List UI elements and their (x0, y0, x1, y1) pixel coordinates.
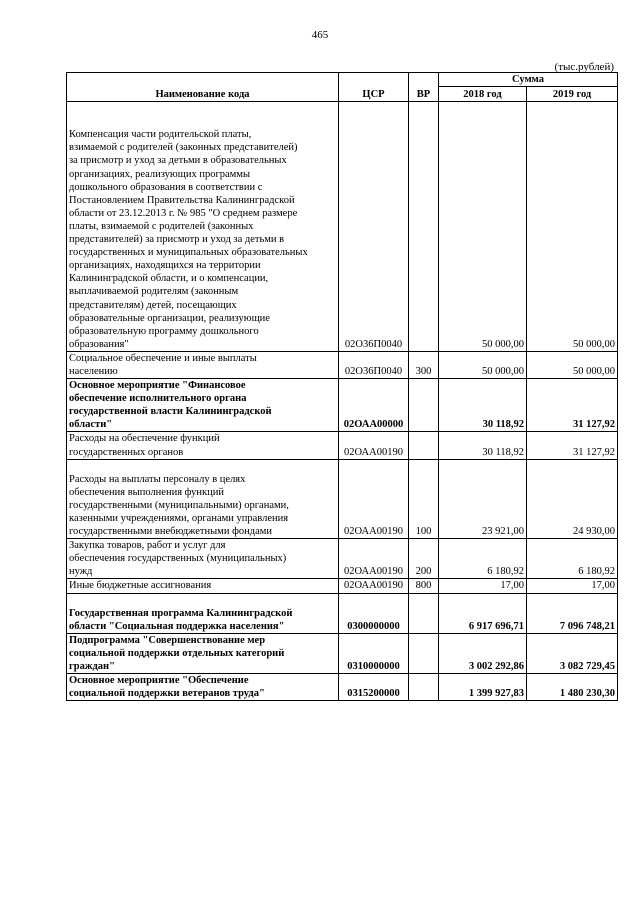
row-csr: 0310000000 (339, 633, 409, 673)
header-year-2019: 2019 год (527, 87, 618, 102)
table-row (67, 633, 618, 673)
row-sum-2018: 50 000,00 (439, 102, 527, 352)
row-vr: 100 (409, 459, 439, 539)
table-row (67, 351, 618, 378)
row-name: Основное мероприятие "Финансовое обеспечение исполнительного органа государственной власти Калининградской области" (67, 379, 339, 432)
table-row (67, 579, 618, 593)
table-row (67, 539, 618, 579)
table-row (67, 102, 618, 352)
row-name: Социальное обеспечение и иные выплаты населению (67, 351, 339, 378)
row-sum-2019: 17,00 (527, 579, 618, 593)
row-vr (409, 593, 439, 633)
table-row (67, 674, 618, 701)
header-sum: Сумма (439, 73, 618, 87)
row-csr: 02ОАА00190 (339, 539, 409, 579)
row-name: Государственная программа Калининградской области "Социальная поддержка населения" (67, 593, 339, 633)
row-csr: 0300000000 (339, 593, 409, 633)
header-year-2018: 2018 год (439, 87, 527, 102)
table-row (67, 593, 618, 633)
row-sum-2019: 1 480 230,30 (527, 674, 618, 701)
row-csr: 02ОАА00000 (339, 379, 409, 432)
row-csr: 02ОАА00190 (339, 432, 409, 459)
row-name: Подпрограмма "Совершенствование мер социальной поддержки отдельных категорий граждан" (67, 633, 339, 673)
row-sum-2018: 6 917 696,71 (439, 593, 527, 633)
row-vr (409, 674, 439, 701)
page-number: 465 (311, 29, 329, 41)
row-name: Иные бюджетные ассигнования (67, 579, 339, 593)
row-sum-2018: 6 180,92 (439, 539, 527, 579)
row-csr: 02О36П0040 (339, 102, 409, 352)
row-sum-2018: 30 118,92 (439, 379, 527, 432)
row-csr: 02О36П0040 (339, 351, 409, 378)
row-sum-2019: 31 127,92 (527, 379, 618, 432)
row-sum-2019: 6 180,92 (527, 539, 618, 579)
row-vr: 300 (409, 351, 439, 378)
row-name: Основное мероприятие "Обеспечение социальной поддержки ветеранов труда" (67, 674, 339, 701)
row-name: Закупка товаров, работ и услуг для обеспечения государственных (муниципальных) нужд (67, 539, 339, 579)
row-csr: 02ОАА00190 (339, 459, 409, 539)
row-vr: 800 (409, 579, 439, 593)
row-csr: 0315200000 (339, 674, 409, 701)
row-sum-2018: 1 399 927,83 (439, 674, 527, 701)
table-row (67, 432, 618, 459)
row-sum-2018: 30 118,92 (439, 432, 527, 459)
row-sum-2018: 23 921,00 (439, 459, 527, 539)
row-vr: 200 (409, 539, 439, 579)
row-sum-2019: 3 082 729,45 (527, 633, 618, 673)
table-row (67, 459, 618, 539)
row-sum-2018: 50 000,00 (439, 351, 527, 378)
units-label: (тыс.рублей) (554, 61, 614, 73)
row-sum-2019: 50 000,00 (527, 102, 618, 352)
row-sum-2019: 24 930,00 (527, 459, 618, 539)
header-name: Наименование кода (67, 73, 339, 102)
row-name: Расходы на выплаты персоналу в целях обеспечения выполнения функций государственными (муниципальными) органами, казенными учреждениями, органами управления государственными внебюджетными фондами (67, 459, 339, 539)
row-sum-2019: 7 096 748,21 (527, 593, 618, 633)
row-vr (409, 102, 439, 352)
header-csr: ЦСР (339, 73, 409, 102)
row-vr (409, 633, 439, 673)
header-vr: ВР (409, 73, 439, 102)
row-sum-2019: 31 127,92 (527, 432, 618, 459)
row-sum-2019: 50 000,00 (527, 351, 618, 378)
table-row (67, 379, 618, 432)
row-sum-2018: 17,00 (439, 579, 527, 593)
row-vr (409, 379, 439, 432)
row-vr (409, 432, 439, 459)
row-sum-2018: 3 002 292,86 (439, 633, 527, 673)
budget-table (66, 72, 618, 701)
row-name: Компенсация части родительской платы, взимаемой с родителей (законных представителей) за присмотр и уход за детьми в образовательных организациях, реализующих программы дошкольного образования в соответствии с Постановлением Правительства Калининградской области от 23.12.2013 г. № 985 "О среднем размере платы, взимаемой с родителей (законных представителей) за присмотр и уход за детьми в государственных и муниципальных образовательных организациях, находящихся на территории Калининградской области, и о компенсации, выплачиваемой родителям (законным представителям) детей, посещающих образовательные организации, реализующие образовательную программу дошкольного образования" (67, 102, 339, 352)
row-csr: 02ОАА00190 (339, 579, 409, 593)
row-name: Расходы на обеспечение функций государственных органов (67, 432, 339, 459)
